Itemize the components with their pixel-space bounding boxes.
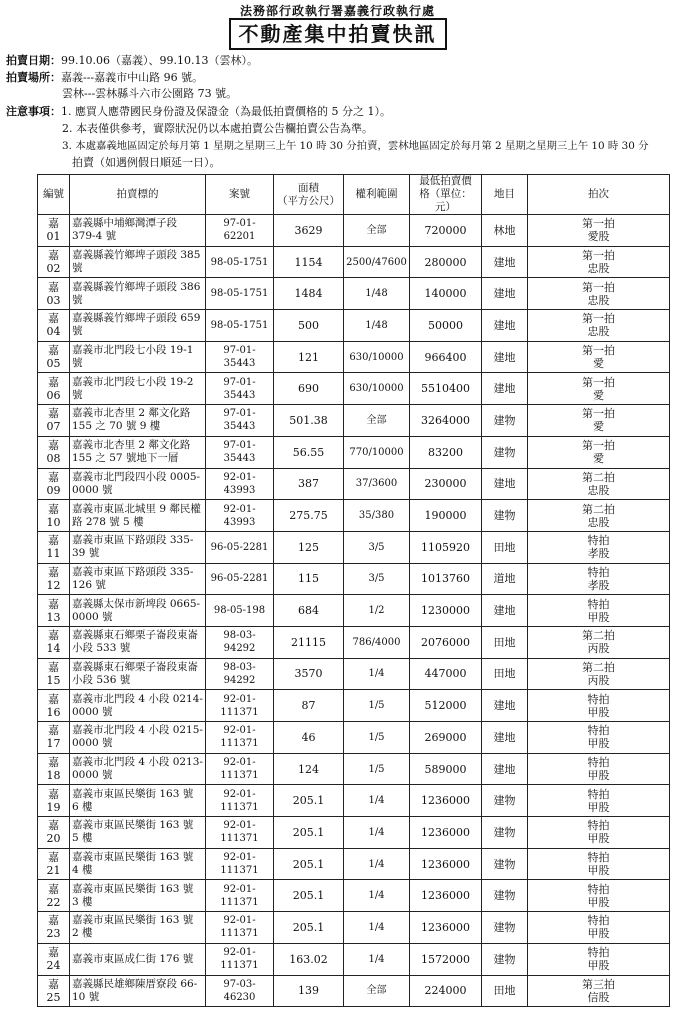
cell-area: 275.75 [274,500,344,532]
cell-property: 嘉義縣太保市新埤段 0665-0000 號 [70,595,206,627]
cell-rights: 3/5 [344,563,410,595]
cell-rights: 1/4 [344,848,410,880]
table-row [38,436,670,468]
cell-land-type: 建地 [482,310,528,342]
table-row [38,341,670,373]
cell-case-no: 92-01-111371 [206,785,274,817]
cell-round: 特拍 甲股 [528,753,670,785]
cell-rights: 1/5 [344,753,410,785]
cell-min-price: 1230000 [410,595,482,627]
cell-round: 特拍 甲股 [528,912,670,944]
cell-rights: 1/48 [344,278,410,310]
cell-round: 第一拍 忠股 [528,246,670,278]
table-header-row [38,175,670,215]
note-3: 3. 本處嘉義地區固定於每月第 1 星期之星期三上午 10 時 30 分拍賣，雲林地區固定於每月第 2 星期之星期三上午 10 時 30 分 [62,140,649,152]
cell-rights: 全部 [344,405,410,437]
cell-row-id: 嘉 24 [38,943,70,975]
cell-property: 嘉義縣東石鄉栗子崙段東崙小段 533 號 [70,626,206,658]
cell-round: 第二拍 忠股 [528,468,670,500]
cell-row-id: 嘉 18 [38,753,70,785]
cell-case-no: 96-05-2281 [206,563,274,595]
cell-round: 特拍 甲股 [528,880,670,912]
cell-row-id: 嘉 20 [38,817,70,849]
table-row [38,310,670,342]
cell-area: 205.1 [274,912,344,944]
cell-case-no: 92-01-111371 [206,817,274,849]
cell-area: 1484 [274,278,344,310]
cell-area: 124 [274,753,344,785]
cell-round: 第一拍 愛 [528,436,670,468]
table-row [38,563,670,595]
table-row [38,278,670,310]
cell-row-id: 嘉 06 [38,373,70,405]
header-col-round: 拍次 [528,175,670,215]
cell-property: 嘉義市北門段 4 小段 0215-0000 號 [70,722,206,754]
cell-round: 第二拍 丙股 [528,658,670,690]
cell-row-id: 嘉 13 [38,595,70,627]
cell-area: 205.1 [274,785,344,817]
cell-land-type: 建地 [482,690,528,722]
cell-round: 特拍 甲股 [528,943,670,975]
cell-row-id: 嘉 21 [38,848,70,880]
cell-rights: 35/380 [344,500,410,532]
cell-round: 特拍 甲股 [528,817,670,849]
cell-round: 第一拍 忠股 [528,278,670,310]
cell-area: 125 [274,531,344,563]
cell-area: 684 [274,595,344,627]
cell-row-id: 嘉 16 [38,690,70,722]
cell-case-no: 97-01-35443 [206,341,274,373]
cell-area: 205.1 [274,880,344,912]
cell-property: 嘉義市東區民樂街 163 號 4 樓 [70,848,206,880]
table-row [38,531,670,563]
cell-min-price: 280000 [410,246,482,278]
cell-area: 87 [274,690,344,722]
cell-row-id: 嘉 22 [38,880,70,912]
cell-min-price: 1236000 [410,817,482,849]
cell-land-type: 建物 [482,880,528,912]
cell-min-price: 50000 [410,310,482,342]
cell-property: 嘉義市東區民樂街 163 號 2 樓 [70,912,206,944]
cell-min-price: 2076000 [410,626,482,658]
cell-min-price: 1013760 [410,563,482,595]
cell-land-type: 建物 [482,848,528,880]
cell-round: 第一拍 愛 [528,373,670,405]
cell-land-type: 建地 [482,468,528,500]
table-row [38,975,670,1007]
header-col-id: 編號 [38,175,70,215]
table-row [38,880,670,912]
table-row [38,595,670,627]
cell-rights: 1/4 [344,658,410,690]
cell-property: 嘉義市北門段 4 小段 0214-0000 號 [70,690,206,722]
note-1: 1. 應買人應帶國民身份證及保證金（為最低拍賣價格的 5 分之 1）。 [61,105,391,118]
cell-area: 121 [274,341,344,373]
cell-rights: 770/10000 [344,436,410,468]
cell-rights: 630/10000 [344,373,410,405]
cell-property: 嘉義市東區下路頭段 335-126 號 [70,563,206,595]
note-2: 2. 本表僅供參考，實際狀況仍以本處拍賣公告欄拍賣公告為準。 [62,122,373,135]
table-row [38,722,670,754]
cell-area: 3629 [274,215,344,247]
cell-row-id: 嘉 08 [38,436,70,468]
cell-area: 500 [274,310,344,342]
cell-property: 嘉義縣義竹鄉埤子頭段 386 號 [70,278,206,310]
notes-label: 注意事項： [6,105,61,118]
cell-area: 163.02 [274,943,344,975]
cell-area: 46 [274,722,344,754]
cell-round: 特拍 甲股 [528,722,670,754]
cell-case-no: 92-01-43993 [206,468,274,500]
cell-case-no: 92-01-111371 [206,912,274,944]
cell-round: 特拍 孝股 [528,531,670,563]
cell-area: 56.55 [274,436,344,468]
cell-min-price: 1105920 [410,531,482,563]
cell-property: 嘉義縣義竹鄉埤子頭段 659 號 [70,310,206,342]
cell-area: 115 [274,563,344,595]
cell-min-price: 720000 [410,215,482,247]
cell-min-price: 230000 [410,468,482,500]
header-col-rights: 權利範圍 [344,175,410,215]
table-row [38,817,670,849]
header-col-land-type: 地目 [482,175,528,215]
cell-case-no: 98-05-1751 [206,278,274,310]
cell-min-price: 224000 [410,975,482,1007]
cell-case-no: 98-05-198 [206,595,274,627]
cell-rights: 2500/47600 [344,246,410,278]
cell-case-no: 98-03-94292 [206,626,274,658]
cell-min-price: 1236000 [410,912,482,944]
cell-property: 嘉義市東區民樂街 163 號 5 樓 [70,817,206,849]
cell-row-id: 嘉 23 [38,912,70,944]
header-col-case-no: 案號 [206,175,274,215]
cell-min-price: 3264000 [410,405,482,437]
cell-property: 嘉義市北門段四小段 0005-0000 號 [70,468,206,500]
cell-land-type: 建物 [482,785,528,817]
cell-land-type: 建物 [482,817,528,849]
cell-area: 3570 [274,658,344,690]
cell-case-no: 97-01-35443 [206,436,274,468]
cell-property: 嘉義市北門段七小段 19-1 號 [70,341,206,373]
cell-case-no: 92-01-111371 [206,880,274,912]
place-yunlin: 雲林---雲林縣斗六市公園路 73 號。 [62,87,238,100]
cell-land-type: 道地 [482,563,528,595]
cell-land-type: 建地 [482,595,528,627]
cell-case-no: 97-01-62201 [206,215,274,247]
cell-row-id: 嘉 02 [38,246,70,278]
table-row [38,246,670,278]
cell-property: 嘉義市北杏里 2 鄰文化路 155 之 57 號地下一層 [70,436,206,468]
cell-round: 第一拍 愛股 [528,215,670,247]
cell-land-type: 林地 [482,215,528,247]
cell-rights: 1/5 [344,690,410,722]
cell-min-price: 512000 [410,690,482,722]
cell-min-price: 5510400 [410,373,482,405]
note-3-continued: 拍賣（如遇例假日順延一日）。 [72,156,221,169]
table-row [38,690,670,722]
cell-case-no: 92-01-111371 [206,753,274,785]
cell-round: 第三拍 信股 [528,975,670,1007]
cell-round: 第二拍 丙股 [528,626,670,658]
cell-land-type: 建物 [482,405,528,437]
cell-rights: 1/4 [344,912,410,944]
cell-property: 嘉義市東區下路頭段 335-39 號 [70,531,206,563]
cell-case-no: 98-03-94292 [206,658,274,690]
cell-rights: 1/5 [344,722,410,754]
cell-case-no: 92-01-111371 [206,722,274,754]
cell-round: 特拍 甲股 [528,848,670,880]
cell-property: 嘉義市東區民樂街 163 號 6 樓 [70,785,206,817]
cell-case-no: 92-01-111371 [206,690,274,722]
cell-row-id: 嘉 04 [38,310,70,342]
header-col-property: 拍賣標的 [70,175,206,215]
table-row [38,658,670,690]
cell-rights: 1/4 [344,817,410,849]
cell-rights: 全部 [344,215,410,247]
cell-property: 嘉義市北杏里 2 鄰文化路 155 之 70 號 9 樓 [70,405,206,437]
cell-rights: 1/48 [344,310,410,342]
cell-min-price: 589000 [410,753,482,785]
auction-table [37,174,670,1007]
auction-date-line [6,54,258,67]
table-row [38,626,670,658]
cell-area: 501.38 [274,405,344,437]
cell-row-id: 嘉 19 [38,785,70,817]
cell-round: 特拍 甲股 [528,595,670,627]
cell-row-id: 嘉 11 [38,531,70,563]
cell-land-type: 田地 [482,975,528,1007]
cell-round: 第一拍 忠股 [528,310,670,342]
cell-area: 205.1 [274,848,344,880]
cell-land-type: 建地 [482,753,528,785]
cell-case-no: 97-01-35443 [206,405,274,437]
cell-area: 205.1 [274,817,344,849]
cell-rights: 786/4000 [344,626,410,658]
page-title: 不動產集中拍賣快訊 [229,18,447,50]
table-row [38,912,670,944]
agency-name: 法務部行政執行署嘉義行政執行處 [239,4,435,18]
cell-case-no: 97-03-46230 [206,975,274,1007]
cell-row-id: 嘉 14 [38,626,70,658]
table-row [38,215,670,247]
cell-area: 1154 [274,246,344,278]
cell-min-price: 1236000 [410,785,482,817]
cell-row-id: 嘉 15 [38,658,70,690]
cell-rights: 1/4 [344,880,410,912]
cell-case-no: 98-05-1751 [206,246,274,278]
cell-land-type: 建物 [482,912,528,944]
cell-min-price: 269000 [410,722,482,754]
cell-area: 139 [274,975,344,1007]
cell-row-id: 嘉 12 [38,563,70,595]
cell-min-price: 83200 [410,436,482,468]
cell-land-type: 建物 [482,436,528,468]
cell-row-id: 嘉 17 [38,722,70,754]
header-col-area: 面積 （平方公尺） [274,175,344,215]
cell-min-price: 1236000 [410,848,482,880]
cell-rights: 1/4 [344,943,410,975]
cell-round: 第一拍 愛 [528,405,670,437]
cell-case-no: 96-05-2281 [206,531,274,563]
cell-row-id: 嘉 07 [38,405,70,437]
cell-row-id: 嘉 01 [38,215,70,247]
cell-property: 嘉義市北門段七小段 19-2 號 [70,373,206,405]
cell-row-id: 嘉 03 [38,278,70,310]
cell-land-type: 田地 [482,626,528,658]
date-value: 99.10.06（嘉義）、99.10.13（雲林）。 [61,54,258,67]
table-row [38,468,670,500]
cell-property: 嘉義市東區民樂街 163 號 3 樓 [70,880,206,912]
cell-case-no: 92-01-111371 [206,943,274,975]
cell-land-type: 建物 [482,500,528,532]
cell-min-price: 140000 [410,278,482,310]
cell-property: 嘉義縣民雄鄉陳厝寮段 66-10 號 [70,975,206,1007]
notes-line-1 [6,105,391,118]
date-label: 拍賣日期： [6,54,61,67]
cell-round: 特拍 甲股 [528,785,670,817]
cell-property: 嘉義縣中埔鄉灣潭子段 379-4 號 [70,215,206,247]
cell-min-price: 966400 [410,341,482,373]
cell-rights: 1/2 [344,595,410,627]
cell-land-type: 田地 [482,531,528,563]
cell-min-price: 447000 [410,658,482,690]
cell-row-id: 嘉 09 [38,468,70,500]
cell-row-id: 嘉 05 [38,341,70,373]
table-row [38,753,670,785]
cell-land-type: 田地 [482,658,528,690]
cell-area: 387 [274,468,344,500]
cell-round: 第二拍 忠股 [528,500,670,532]
cell-round: 第一拍 愛 [528,341,670,373]
cell-land-type: 建地 [482,722,528,754]
cell-property: 嘉義縣東石鄉栗子崙段東崙小段 536 號 [70,658,206,690]
place-label: 拍賣場所： [6,71,61,84]
header-col-min-price: 最低拍賣價 格（單位：元） [410,175,482,215]
table-row [38,848,670,880]
cell-min-price: 190000 [410,500,482,532]
cell-case-no: 97-01-35443 [206,373,274,405]
place-chiayi: 嘉義---嘉義市中山路 96 號。 [61,71,204,84]
cell-case-no: 92-01-111371 [206,848,274,880]
auction-place-line [6,71,203,84]
cell-land-type: 建地 [482,341,528,373]
table-row [38,500,670,532]
cell-property: 嘉義市東區成仁街 176 號 [70,943,206,975]
cell-property: 嘉義市北門段 4 小段 0213-0000 號 [70,753,206,785]
cell-min-price: 1572000 [410,943,482,975]
cell-area: 690 [274,373,344,405]
cell-property: 嘉義市東區北城里 9 鄰民權路 278 號 5 樓 [70,500,206,532]
cell-rights: 全部 [344,975,410,1007]
cell-rights: 3/5 [344,531,410,563]
cell-row-id: 嘉 10 [38,500,70,532]
cell-case-no: 92-01-43993 [206,500,274,532]
cell-case-no: 98-05-1751 [206,310,274,342]
table-row [38,943,670,975]
table-row [38,405,670,437]
cell-row-id: 嘉 25 [38,975,70,1007]
cell-round: 特拍 孝股 [528,563,670,595]
cell-land-type: 建地 [482,278,528,310]
table-body [38,215,670,1007]
cell-area: 21115 [274,626,344,658]
table-row [38,373,670,405]
cell-land-type: 建地 [482,246,528,278]
cell-land-type: 建物 [482,943,528,975]
table-row [38,785,670,817]
cell-round: 特拍 甲股 [528,690,670,722]
cell-property: 嘉義縣義竹鄉埤子頭段 385 號 [70,246,206,278]
cell-min-price: 1236000 [410,880,482,912]
cell-rights: 1/4 [344,785,410,817]
cell-land-type: 建地 [482,373,528,405]
cell-rights: 630/10000 [344,341,410,373]
cell-rights: 37/3600 [344,468,410,500]
